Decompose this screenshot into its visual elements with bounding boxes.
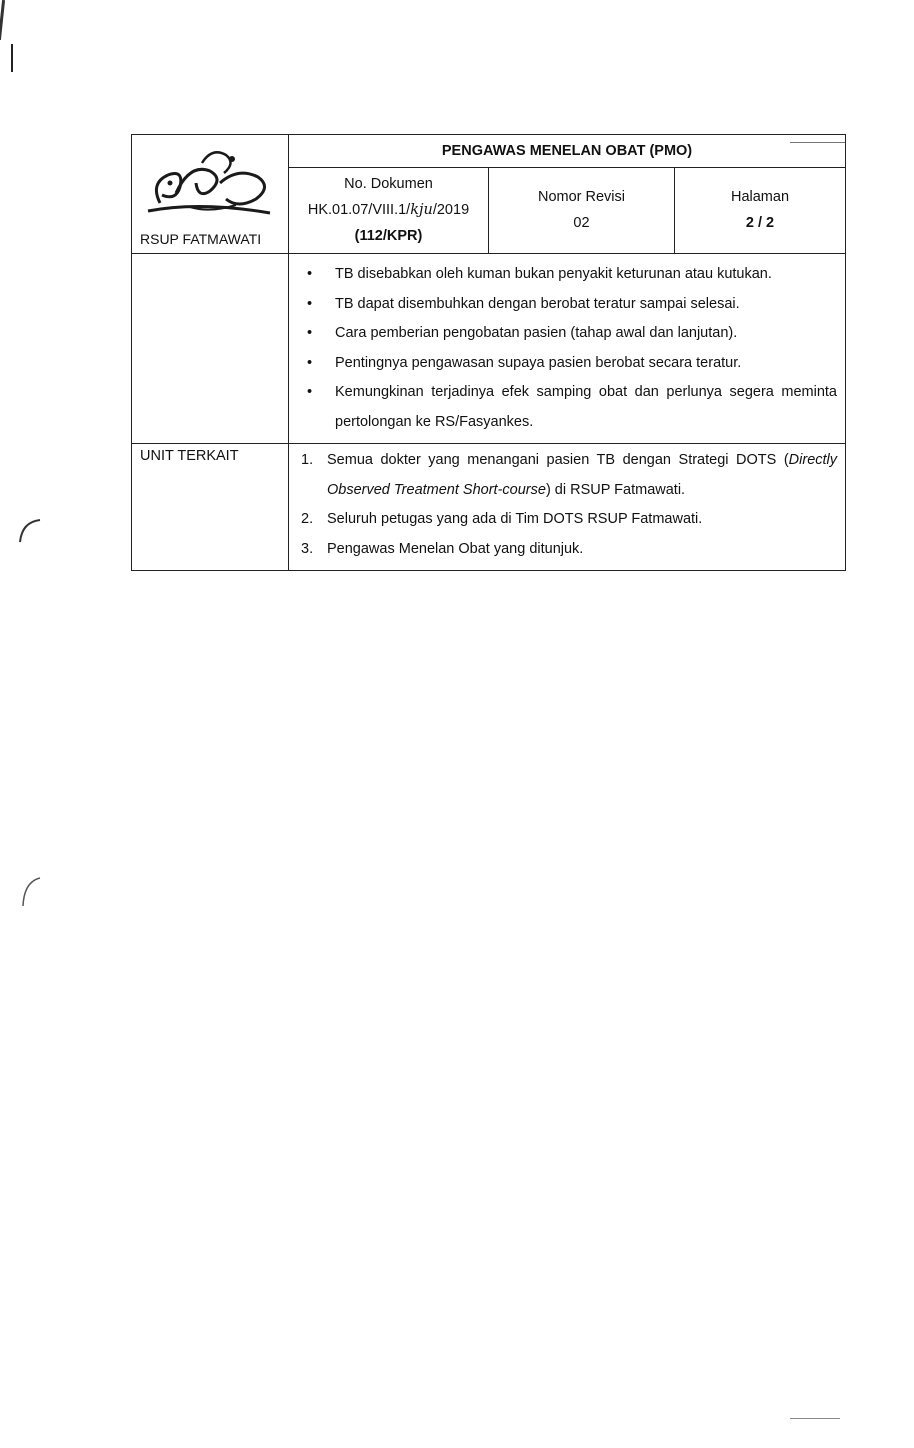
hospital-name: RSUP FATMAWATI: [140, 231, 262, 247]
list-item: 2. Seluruh petugas yang ada di Tim DOTS RSUP Fatmawati.: [301, 511, 703, 527]
revision-cell: [489, 168, 675, 254]
page-label: Halaman: [730, 189, 790, 205]
scan-artifact-mark: [0, 0, 5, 40]
scan-artifact-curve: [16, 874, 46, 908]
list-item: • Kemungkinan terjadinya efek samping obat dan perlunya segera meminta pertolongan ke RS/Fasyankes.: [299, 378, 837, 437]
handwritten-number: kju: [410, 202, 433, 218]
bullet-icon: •: [307, 354, 313, 371]
scan-artifact-curve: [14, 514, 44, 544]
scan-artifact-line: [790, 1418, 840, 1419]
points-list: [299, 260, 837, 437]
content-label-cell: [132, 254, 289, 444]
document-number-label: No. Dokumen: [344, 176, 433, 192]
document-title: PENGAWAS MENELAN OBAT (PMO): [289, 135, 846, 168]
document-table: [131, 134, 846, 571]
logo-cell: [132, 135, 289, 254]
bullet-icon: •: [307, 325, 313, 341]
units-list: [299, 446, 837, 564]
unit-label: UNIT TERKAIT: [132, 444, 289, 571]
content-cell: [289, 254, 846, 444]
units-cell: [289, 444, 846, 571]
list-item: • TB dapat disembuhkan dengan berobat teratur sampai selesai.: [299, 290, 837, 320]
list-item: 3. Pengawas Menelan Obat yang ditunjuk.: [301, 540, 584, 557]
page-value: 2 / 2: [745, 215, 775, 231]
hospital-logo: [140, 143, 280, 221]
document-number-value: HK.01.07/VIII.1/kju/2019: [307, 202, 470, 218]
bullet-icon: •: [307, 384, 313, 400]
list-item: • Cara pemberian pengobatan pasien (tahap awal dan lanjutan).: [299, 319, 837, 349]
bullet-icon: •: [307, 295, 313, 312]
document-number-cell: [289, 168, 489, 254]
bullet-icon: •: [307, 266, 313, 282]
list-item: • Pentingnya pengawasan supaya pasien berobat secara teratur.: [299, 349, 837, 379]
document-code: (112/KPR): [354, 228, 423, 244]
scan-artifact-mark: [11, 44, 13, 72]
page-cell: [675, 168, 846, 254]
list-item: 1. Semua dokter yang menangani pasien TB dengan Strategi DOTS (Directly Observed Treatment Short-course) di RSUP Fatmawati.: [301, 452, 838, 498]
revision-value: 02: [573, 215, 590, 231]
list-item: • TB disebabkan oleh kuman bukan penyakit keturunan atau kutukan.: [299, 260, 837, 290]
revision-label: Nomor Revisi: [537, 189, 625, 205]
